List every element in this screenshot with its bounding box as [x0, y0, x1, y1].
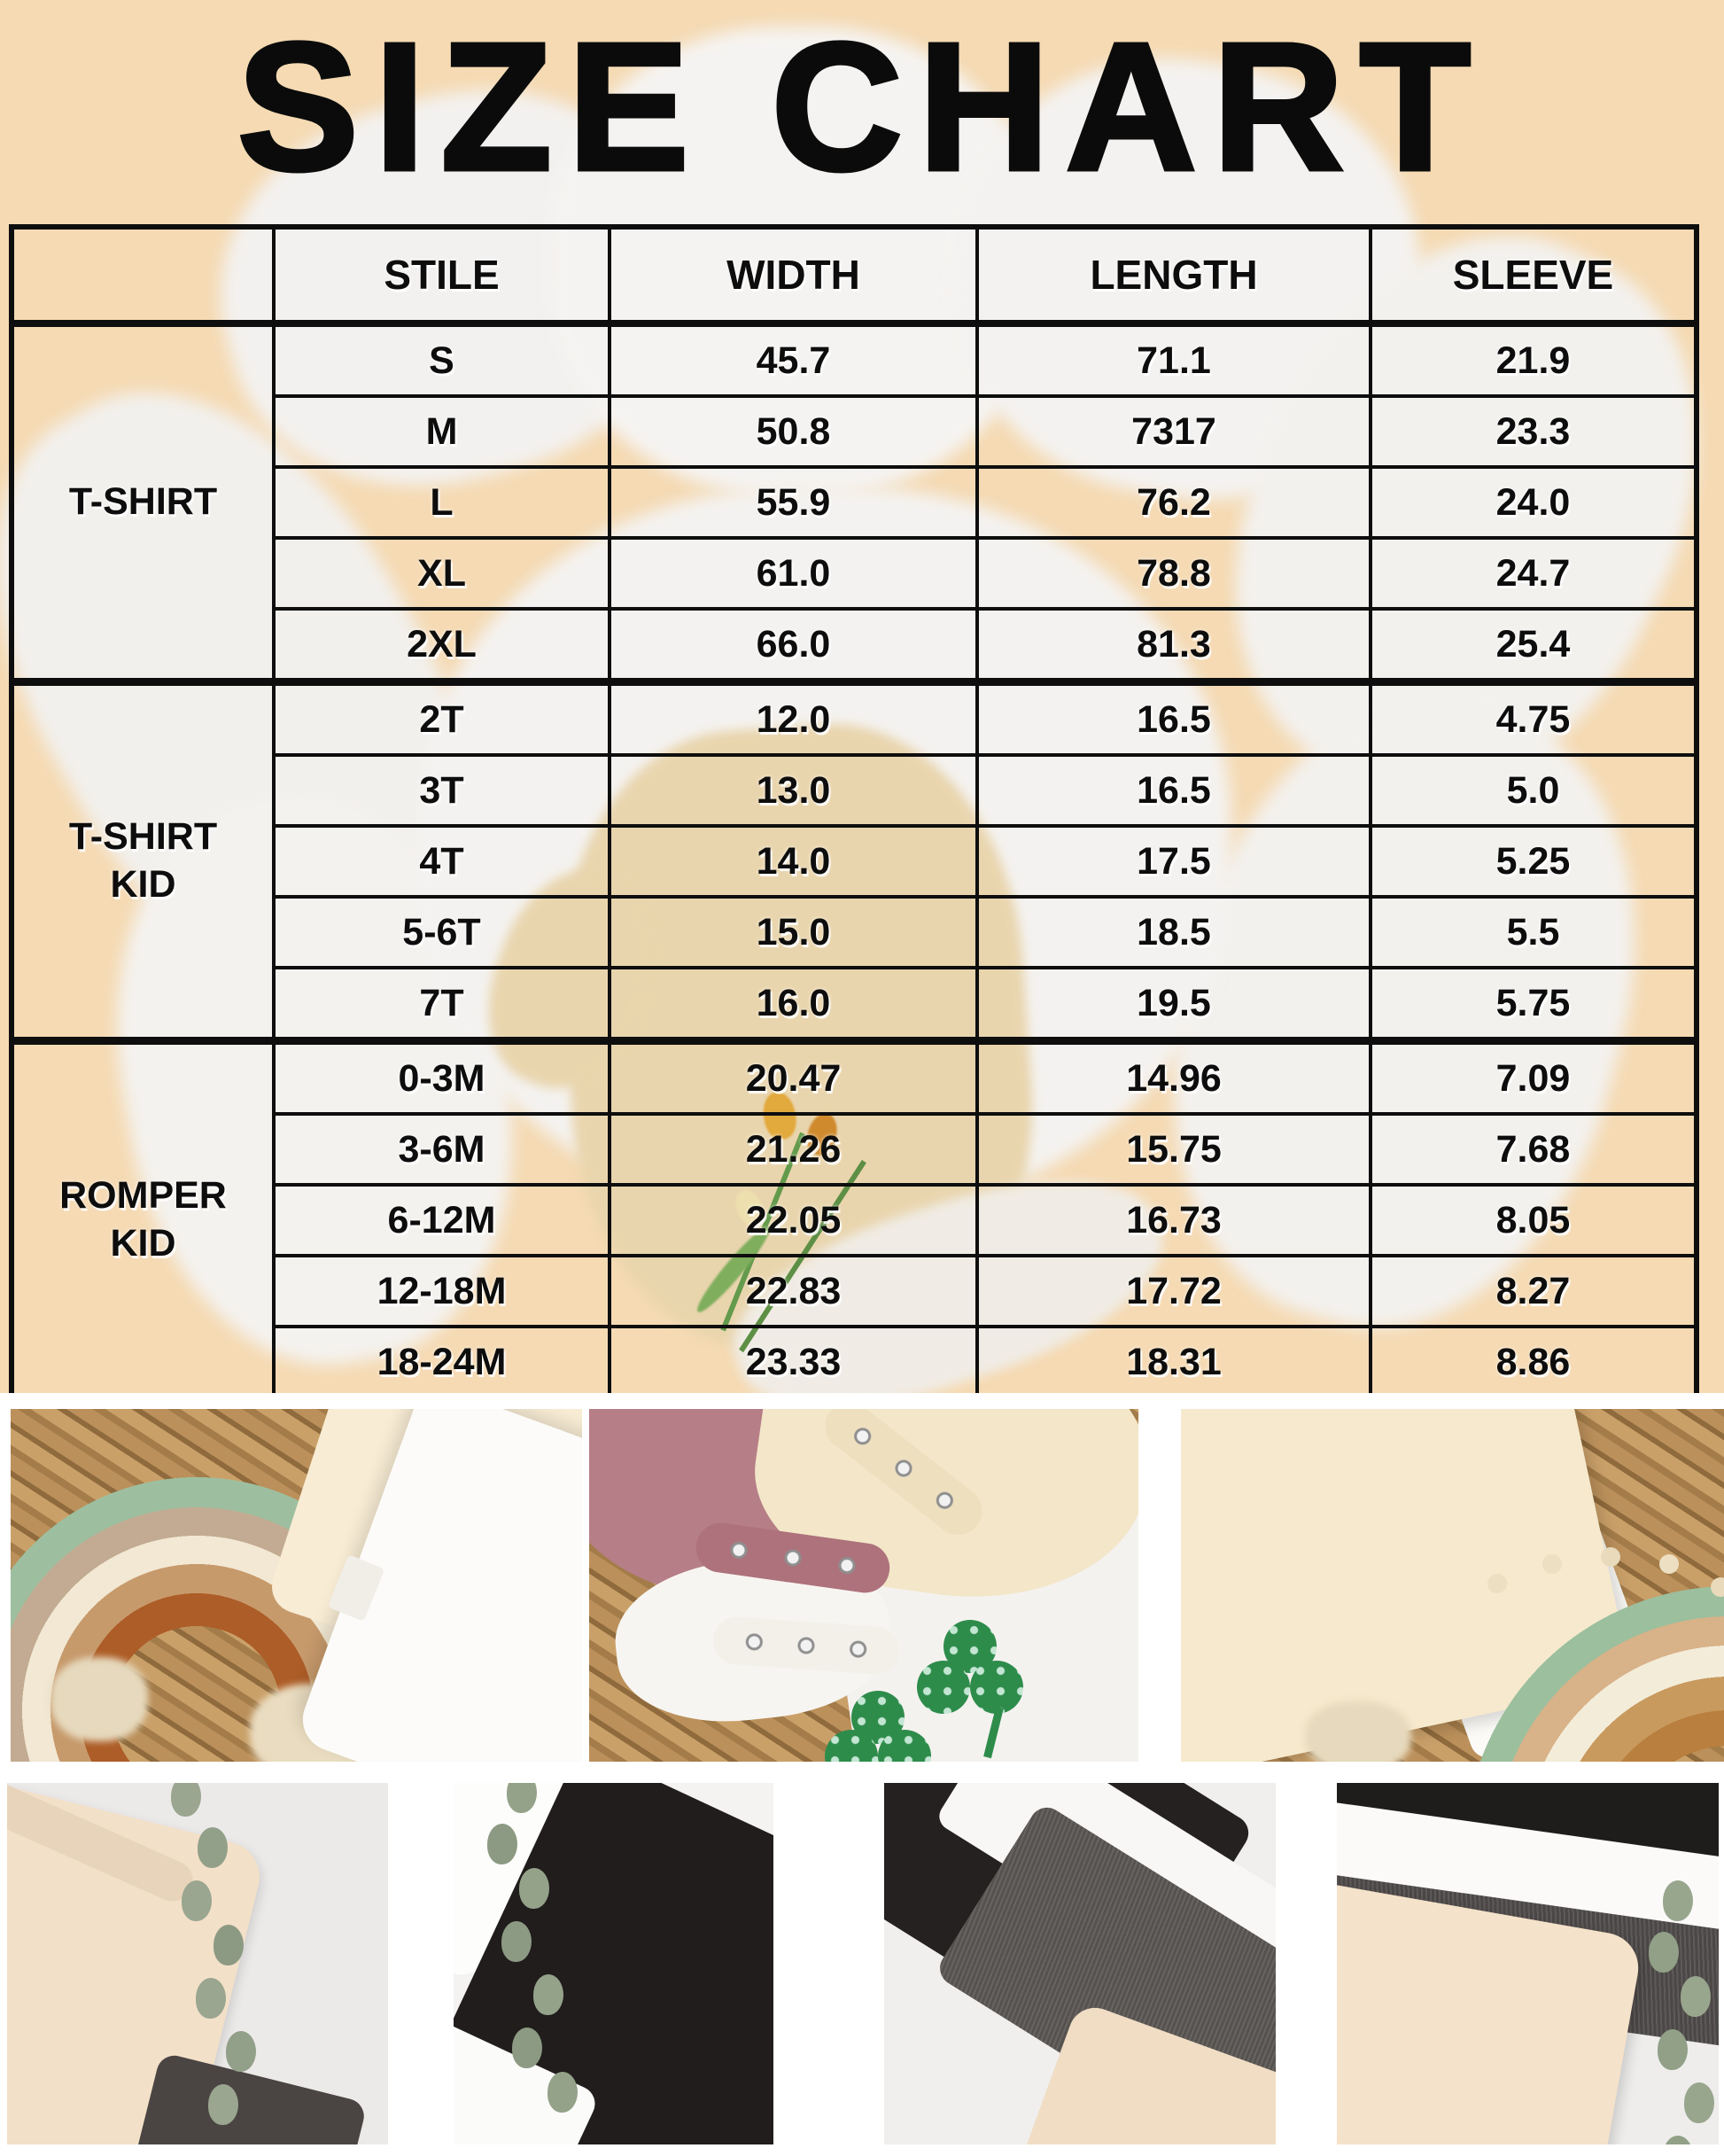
cell-sleeve: 5.5: [1371, 897, 1697, 968]
cell-length: 17.72: [977, 1256, 1371, 1327]
photo-blush-shirt-eucalyptus: [1337, 1783, 1719, 2144]
group-label-romper-kid: ROMPER KID: [12, 1041, 274, 1394]
cell-width: 22.05: [610, 1185, 977, 1256]
photo-cream-tee-rainbow: [1181, 1409, 1724, 1762]
cell-width: 15.0: [610, 897, 977, 968]
photo-cream-shirt-eucalyptus: [7, 1783, 388, 2144]
eucalyptus-branch: [1663, 1880, 1693, 1921]
cell-style: M: [274, 396, 610, 467]
macrame-tassel: [1305, 1701, 1411, 1762]
photo-black-shirt-eucalyptus: [454, 1783, 773, 2144]
cell-sleeve: 8.27: [1371, 1256, 1697, 1327]
cell-length: 15.75: [977, 1114, 1371, 1185]
photo-rainbow-macrame-shirts: [11, 1409, 582, 1762]
cell-length: 16.5: [977, 755, 1371, 826]
header-row: [12, 227, 1697, 323]
photo-rompers-shamrocks: [589, 1409, 1138, 1762]
cell-style: L: [274, 467, 610, 538]
cell-width: 21.26: [610, 1114, 977, 1185]
cell-sleeve: 8.86: [1371, 1327, 1697, 1393]
cell-sleeve: 5.75: [1371, 968, 1697, 1041]
group-label-tshirt: T-SHIRT: [12, 323, 274, 682]
cell-width: 12.0: [610, 682, 977, 756]
cell-width: 50.8: [610, 396, 977, 467]
cell-length: 16.73: [977, 1185, 1371, 1256]
cell-length: 19.5: [977, 968, 1371, 1041]
cell-style: 2XL: [274, 609, 610, 682]
cell-width: 13.0: [610, 755, 977, 826]
eucalyptus-branch: [171, 1783, 201, 1817]
cell-width: 16.0: [610, 968, 977, 1041]
shamrock-leaf: [917, 1661, 970, 1714]
cell-sleeve: 4.75: [1371, 682, 1697, 756]
cell-sleeve: 5.0: [1371, 755, 1697, 826]
cell-style: 2T: [274, 682, 610, 756]
page-title: SIZE CHART: [237, 5, 1487, 208]
cell-sleeve: 25.4: [1371, 609, 1697, 682]
cell-style: 0-3M: [274, 1041, 610, 1115]
pompom-trim: [1487, 1574, 1507, 1593]
cell-style: 4T: [274, 826, 610, 897]
corner-cell: [12, 227, 274, 323]
cell-sleeve: 7.68: [1371, 1114, 1697, 1185]
column-header-length: LENGTH: [977, 227, 1371, 323]
table-row: [12, 682, 1697, 756]
cell-width: 22.83: [610, 1256, 977, 1327]
cell-style: 5-6T: [274, 897, 610, 968]
cell-style: 18-24M: [274, 1327, 610, 1393]
cell-length: 14.96: [977, 1041, 1371, 1115]
cell-length: 71.1: [977, 323, 1371, 396]
cell-sleeve: 24.0: [1371, 467, 1697, 538]
cell-style: 12-18M: [274, 1256, 610, 1327]
cell-sleeve: 8.05: [1371, 1185, 1697, 1256]
cell-style: 6-12M: [274, 1185, 610, 1256]
cell-style: 3T: [274, 755, 610, 826]
cell-width: 23.33: [610, 1327, 977, 1393]
group-label-tshirt-kid: T-SHIRT KID: [12, 682, 274, 1041]
macrame-tassel: [50, 1657, 148, 1741]
cell-length: 78.8: [977, 538, 1371, 609]
column-header-stile: STILE: [274, 227, 610, 323]
cell-sleeve: 21.9: [1371, 323, 1697, 396]
cell-sleeve: 23.3: [1371, 396, 1697, 467]
column-header-width: WIDTH: [610, 227, 977, 323]
photo-stacked-shirt-layers: [884, 1783, 1276, 2144]
charcoal-shirt: [125, 2051, 368, 2144]
cell-length: 18.31: [977, 1327, 1371, 1393]
table-row: [12, 1041, 1697, 1115]
cell-length: 16.5: [977, 682, 1371, 756]
column-header-sleeve: SLEEVE: [1371, 227, 1697, 323]
cell-width: 20.47: [610, 1041, 977, 1115]
cell-style: 3-6M: [274, 1114, 610, 1185]
cell-sleeve: 24.7: [1371, 538, 1697, 609]
cell-length: 18.5: [977, 897, 1371, 968]
cell-width: 66.0: [610, 609, 977, 682]
size-chart-table: [9, 224, 1699, 1393]
cell-length: 76.2: [977, 467, 1371, 538]
cell-length: 7317: [977, 396, 1371, 467]
cell-style: XL: [274, 538, 610, 609]
cell-style: 7T: [274, 968, 610, 1041]
cell-width: 45.7: [610, 323, 977, 396]
cell-sleeve: 7.09: [1371, 1041, 1697, 1115]
cell-sleeve: 5.25: [1371, 826, 1697, 897]
cell-width: 55.9: [610, 467, 977, 538]
cell-style: S: [274, 323, 610, 396]
cell-length: 81.3: [977, 609, 1371, 682]
table-row: [12, 323, 1697, 396]
cell-width: 14.0: [610, 826, 977, 897]
cell-width: 61.0: [610, 538, 977, 609]
cell-length: 17.5: [977, 826, 1371, 897]
